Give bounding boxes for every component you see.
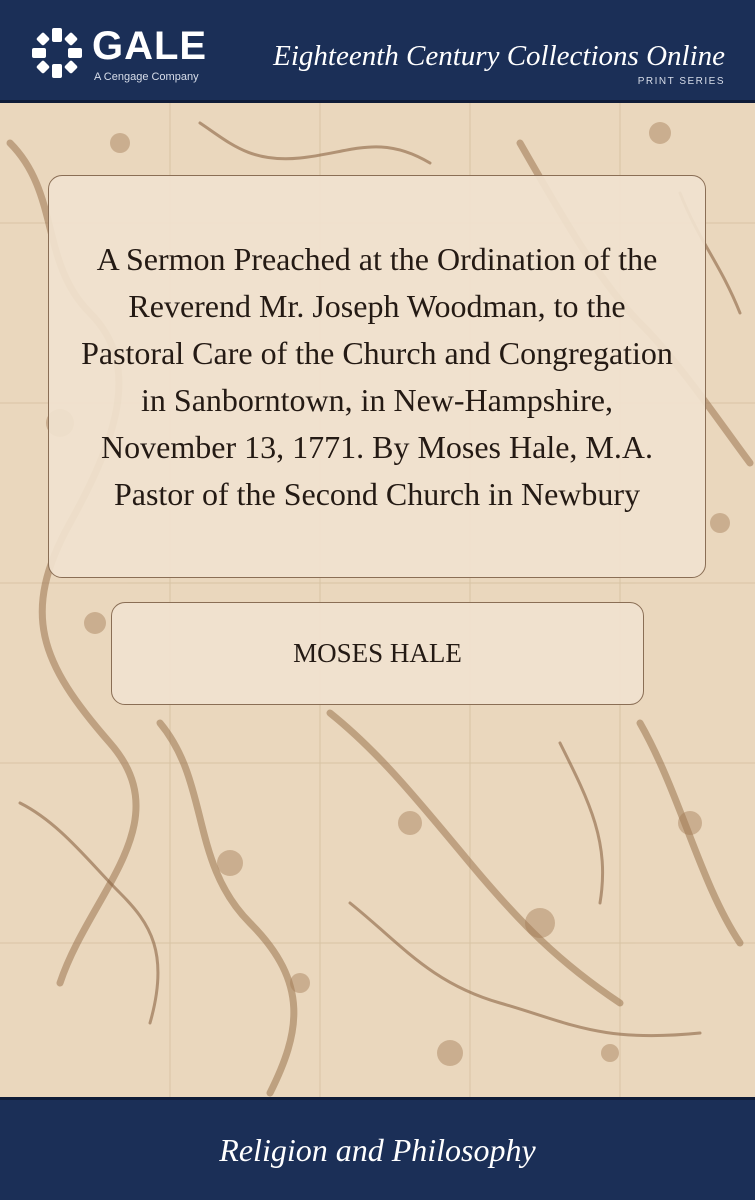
author-panel — [111, 602, 644, 705]
footer-band — [0, 1097, 755, 1200]
series-subtitle: PRINT SERIES — [637, 76, 725, 87]
book-author: MOSES HALE — [293, 638, 462, 668]
book-title: A Sermon Preached at the Ordination of the Reverend Mr. Joseph Woodman, to the Pastoral Care of the Church and Congregation in Sanborntown, in New-Hampshire, November 13, 1771. By Moses Hale, M.A. Pastor of the Second Church in Newbury — [81, 240, 673, 512]
gale-logo-subtitle: A Cengage Company — [94, 71, 199, 83]
title-panel — [48, 175, 706, 578]
gale-star-icon — [30, 26, 84, 80]
series-title: Eighteenth Century Collections Online — [273, 40, 725, 72]
subject-category: Religion and Philosophy — [219, 1131, 536, 1168]
gale-logo-text: GALE — [92, 24, 208, 68]
header-band — [0, 0, 755, 103]
